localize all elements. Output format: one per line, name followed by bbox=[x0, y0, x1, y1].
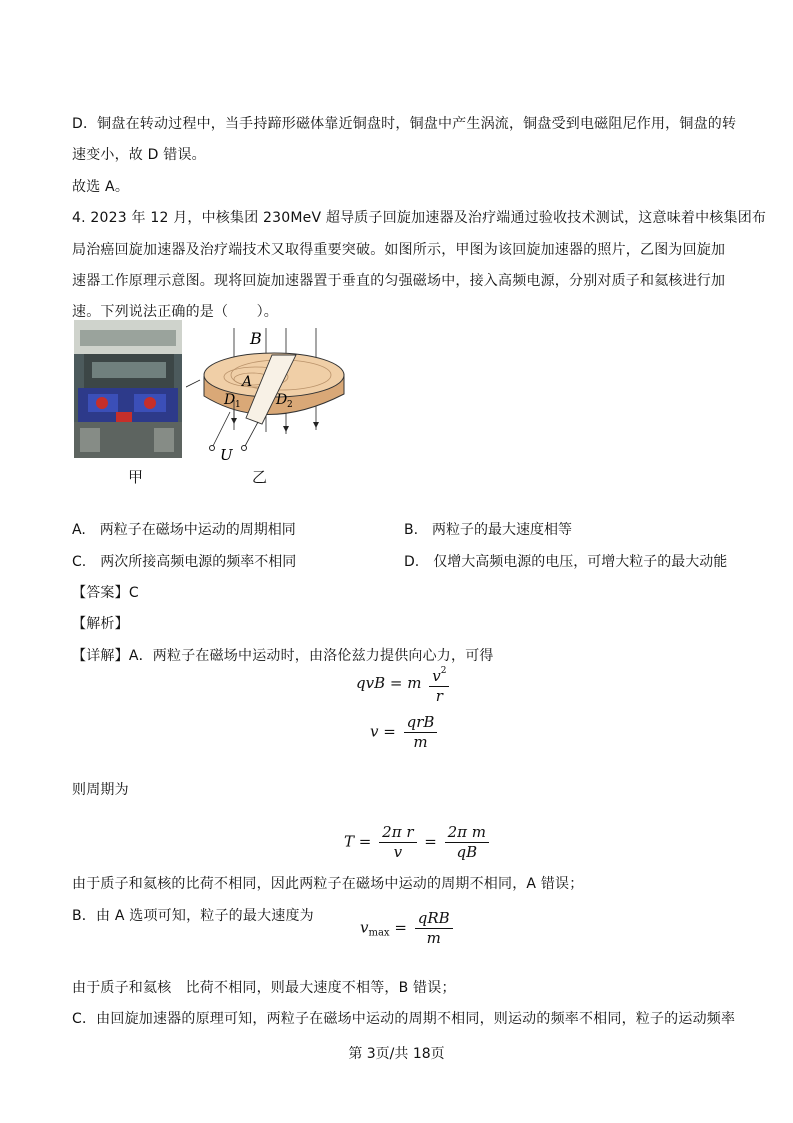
label-D1: D bbox=[224, 392, 236, 408]
caption-jia: 甲 bbox=[128, 468, 144, 486]
question-4-line4: 速。下列说法正确的是（ ）。 bbox=[72, 304, 278, 320]
answer-label: 【答案】 bbox=[72, 585, 129, 601]
caption-yi: 乙 bbox=[252, 468, 268, 486]
equation-velocity bbox=[370, 714, 440, 751]
eq3-equals-2: = bbox=[424, 832, 437, 851]
question-4-line2: 局治癌回旋加速器及治疗端技术又取得重要突破。如图所示，甲图为该回旋加速器的照片，乙图为回旋加 bbox=[72, 242, 726, 258]
detail-b-text: B．由 A 选项可知，粒子的最大速度为 bbox=[72, 908, 314, 924]
detail-b-conclusion: 由于质子和氦核 比荷不相同，则最大速度不相等，B 错误； bbox=[72, 980, 456, 996]
analysis-label: 【解析】 bbox=[72, 616, 129, 632]
eq2-left: v bbox=[370, 722, 379, 741]
eq4-fraction bbox=[415, 910, 453, 947]
eq2-equals: = bbox=[383, 722, 396, 741]
equation-lorentz bbox=[356, 663, 452, 705]
eq1-equals: = bbox=[389, 674, 403, 692]
eq2-fraction bbox=[404, 714, 438, 751]
eq1-numerator: v bbox=[432, 667, 441, 685]
eq1-fraction bbox=[429, 663, 449, 705]
text-d-line1: D．铜盘在转动过程中，当手持蹄形磁体靠近铜盘时，铜盘中产生涡流，铜盘受到电磁阻尼作用，铜盘的转 bbox=[72, 116, 737, 132]
label-D1-sub: 1 bbox=[235, 400, 241, 410]
eq4-denominator: m bbox=[426, 929, 441, 947]
option-c[interactable]: C. 两次所接高频电源的频率不相同 bbox=[72, 554, 297, 570]
detail-a-conclusion: 由于质子和氦核的比荷不相同，因此两粒子在磁场中运动的周期不相同，A 错误； bbox=[72, 876, 584, 892]
eq1-left: qvB bbox=[356, 674, 386, 692]
eq3-denominator-2: qB bbox=[456, 843, 478, 861]
detail-c-text: C．由回旋加速器的原理可知，两粒子在磁场中运动的周期不相同，则运动的频率不相同，粒子的运动频率 bbox=[72, 1011, 736, 1027]
eq4-v: v bbox=[360, 918, 369, 937]
question-4-line3: 速器工作原理示意图。现将回旋加速器置于垂直的匀强磁场中，接入高频电源，分别对质子和氦核进行加 bbox=[72, 273, 726, 289]
eq1-denominator: r bbox=[435, 687, 443, 705]
accelerator-photo bbox=[74, 320, 182, 458]
eq3-denominator-1: v bbox=[393, 843, 403, 861]
eq4-numerator: qRB bbox=[415, 910, 453, 929]
eq3-left: T bbox=[344, 832, 355, 851]
label-D2-sub: 2 bbox=[287, 400, 293, 410]
detail-a-line bbox=[72, 645, 494, 665]
eq1-exponent: 2 bbox=[440, 666, 447, 676]
equation-period bbox=[344, 824, 492, 861]
detail-label: 【详解】 bbox=[72, 648, 129, 664]
period-intro: 则周期为 bbox=[72, 782, 129, 798]
eq3-equals-1: = bbox=[358, 832, 372, 851]
cyclotron-diagram bbox=[186, 322, 348, 486]
question-4-line1: 4. 2023 年 12 月，中核集团 230MeV 超导质子回旋加速器及治疗端通过验收技术测试，这意味着中核集团布 bbox=[72, 210, 767, 226]
eq3-numerator-1: 2π r bbox=[379, 824, 416, 843]
eq2-denominator: m bbox=[413, 733, 428, 751]
eq4-subscript: max bbox=[368, 927, 390, 939]
eq1-m: m bbox=[407, 674, 422, 692]
page-footer: 第 3页/共 18页 bbox=[348, 1046, 445, 1062]
equation-max-velocity bbox=[360, 910, 456, 947]
eq3-fraction-2 bbox=[445, 824, 489, 861]
option-b[interactable]: B. 两粒子的最大速度相等 bbox=[404, 522, 573, 538]
text-d-line2: 速变小，故 D 错误。 bbox=[72, 147, 206, 163]
label-U: U bbox=[220, 446, 233, 464]
label-B: B bbox=[250, 329, 262, 348]
option-d[interactable]: D. 仅增大高频电源的电压，可增大粒子的最大动能 bbox=[404, 554, 728, 570]
eq3-fraction-1 bbox=[379, 824, 416, 861]
eq3-numerator-2: 2π m bbox=[445, 824, 489, 843]
detail-a-text: A．两粒子在磁场中运动时，由洛伦兹力提供向心力，可得 bbox=[128, 648, 494, 664]
eq4-equals: = bbox=[394, 918, 407, 937]
answer-line bbox=[72, 582, 139, 602]
option-a[interactable]: A. 两粒子在磁场中运动的周期相同 bbox=[72, 522, 296, 538]
label-D2: D bbox=[276, 392, 288, 408]
figure-photo bbox=[74, 320, 182, 458]
text-choice-a: 故选 A。 bbox=[72, 179, 130, 195]
label-A: A bbox=[242, 374, 253, 390]
eq2-numerator: qrB bbox=[404, 714, 438, 733]
answer-value: C bbox=[128, 585, 139, 601]
